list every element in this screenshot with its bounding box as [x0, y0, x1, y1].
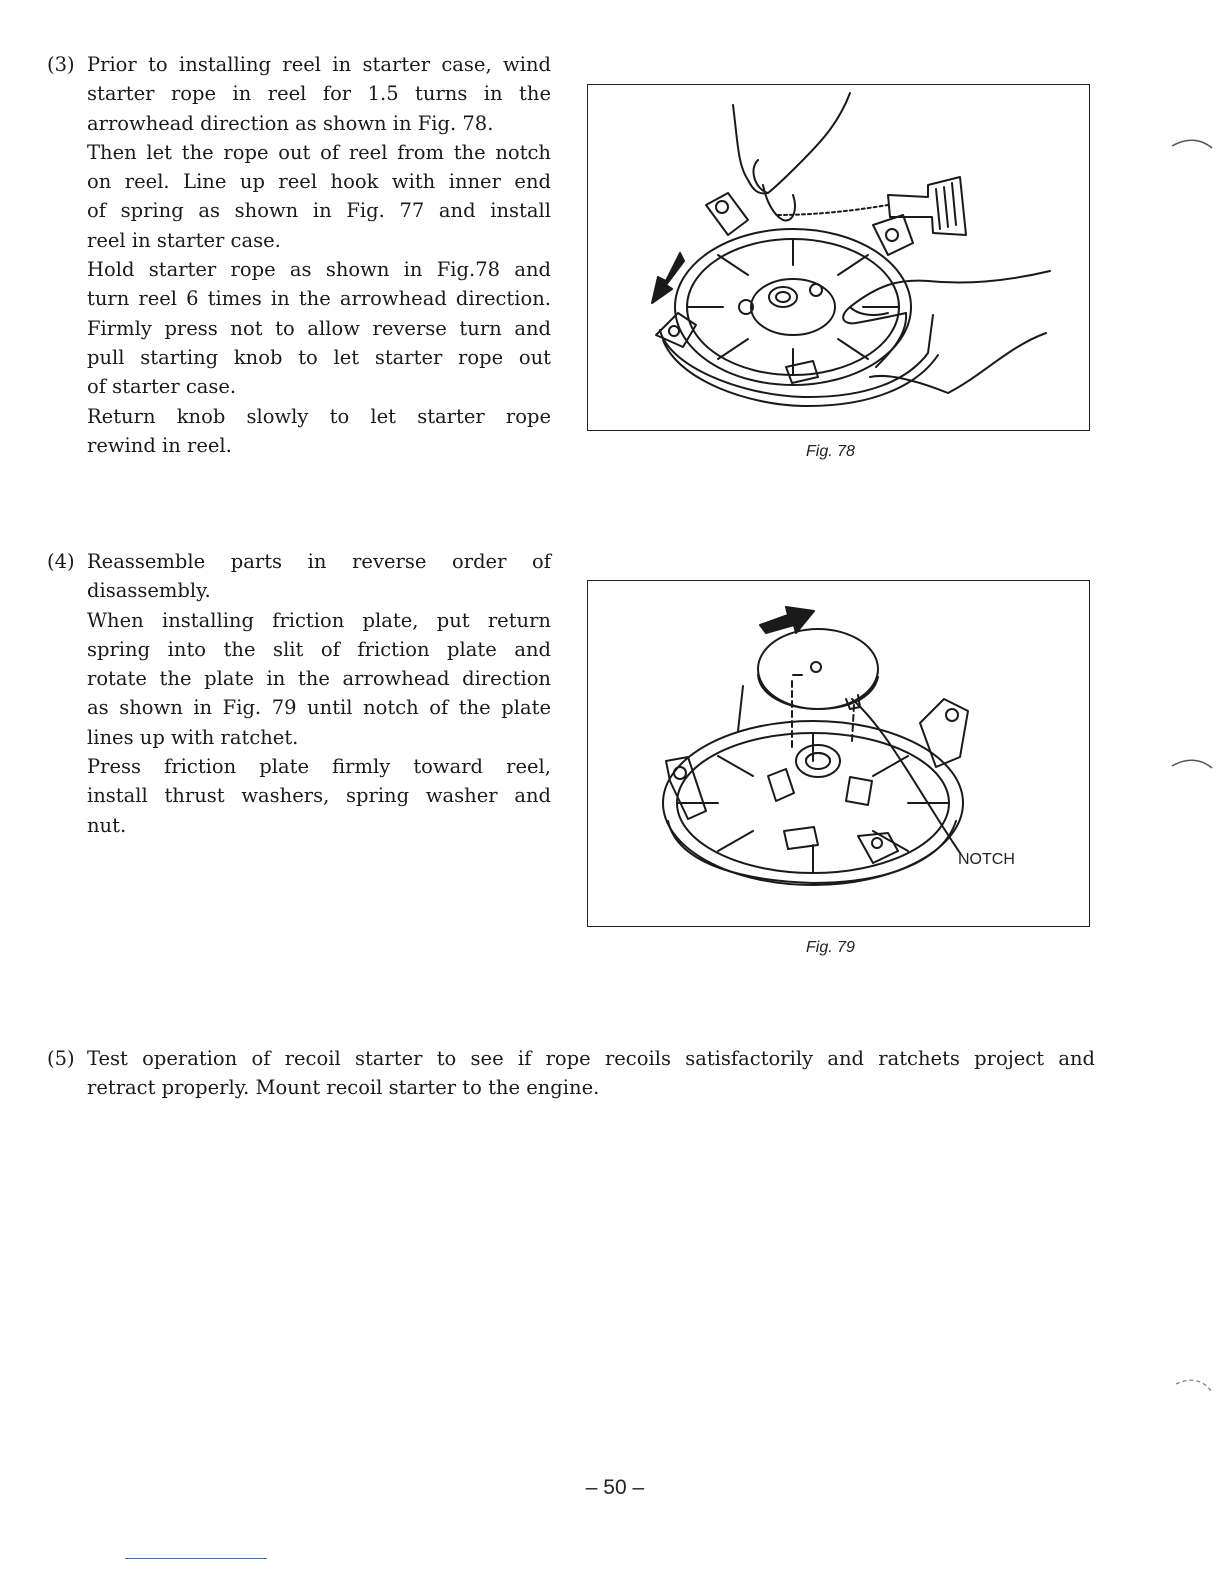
- text-line: lines up with ratchet.: [87, 725, 299, 749]
- text-line: retract properly. Mount recoil starter to the engine.: [87, 1076, 600, 1100]
- text-line: reel in starter case.: [87, 228, 281, 252]
- notch-label: NOTCH: [958, 851, 1015, 868]
- text-line: install thrust washers, spring washer and: [87, 784, 551, 808]
- text-line: Prior to installing reel in starter case, wind: [87, 53, 551, 76]
- footer-rule: [125, 1558, 267, 1559]
- figure-78: [587, 84, 1090, 431]
- step-number: (3): [47, 53, 75, 76]
- text-line: as shown in Fig. 79 until notch of the plate: [87, 696, 551, 720]
- text-line: When installing friction plate, put return: [87, 608, 551, 632]
- text-line: Test operation of recoil starter to see if rope recoils satisfactorily and ratchets project and: [87, 1047, 1095, 1070]
- text-line: of spring as shown in Fig. 77 and install: [87, 199, 551, 223]
- text-line: Firmly press not to allow reverse turn and: [87, 316, 551, 340]
- page-number: – 50 –: [585, 1476, 645, 1499]
- step-number: (4): [47, 550, 75, 573]
- figure-79: [587, 580, 1090, 927]
- margin-mark: [1172, 1372, 1218, 1396]
- text-line: Then let the rope out of reel from the notch: [87, 140, 551, 164]
- text-line: Return knob slowly to let starter rope: [87, 404, 551, 428]
- text-line: on reel. Line up reel hook with inner end: [87, 170, 551, 194]
- figure-78-illustration: [588, 85, 1089, 430]
- text-line: of starter case.: [87, 375, 237, 399]
- text-line: Hold starter rope as shown in Fig.78 and: [87, 258, 551, 282]
- text-line: disassembly.: [87, 579, 211, 603]
- figure-79-illustration: [588, 581, 1089, 926]
- figure-78-caption: Fig. 78: [806, 443, 855, 460]
- text-line: pull starting knob to let starter rope out: [87, 345, 551, 369]
- text-line: Reassemble parts in reverse order of: [87, 550, 551, 573]
- step-text: [87, 50, 551, 460]
- text-line: spring into the slit of friction plate and: [87, 637, 551, 661]
- text-line: arrowhead direction as shown in Fig. 78.: [87, 111, 494, 135]
- margin-mark: [1168, 132, 1218, 152]
- step-text: [87, 1044, 1095, 1103]
- text-line: nut.: [87, 813, 127, 837]
- margin-mark: [1168, 752, 1218, 772]
- text-line: rewind in reel.: [87, 433, 232, 457]
- step-text: [87, 547, 551, 840]
- text-line: rotate the plate in the arrowhead direction: [87, 667, 551, 691]
- figure-79-caption: Fig. 79: [806, 939, 855, 956]
- step-number: (5): [47, 1047, 75, 1070]
- text-line: Press friction plate firmly toward reel,: [87, 755, 551, 779]
- text-line: turn reel 6 times in the arrowhead direction.: [87, 287, 551, 311]
- text-line: starter rope in reel for 1.5 turns in the: [87, 82, 551, 106]
